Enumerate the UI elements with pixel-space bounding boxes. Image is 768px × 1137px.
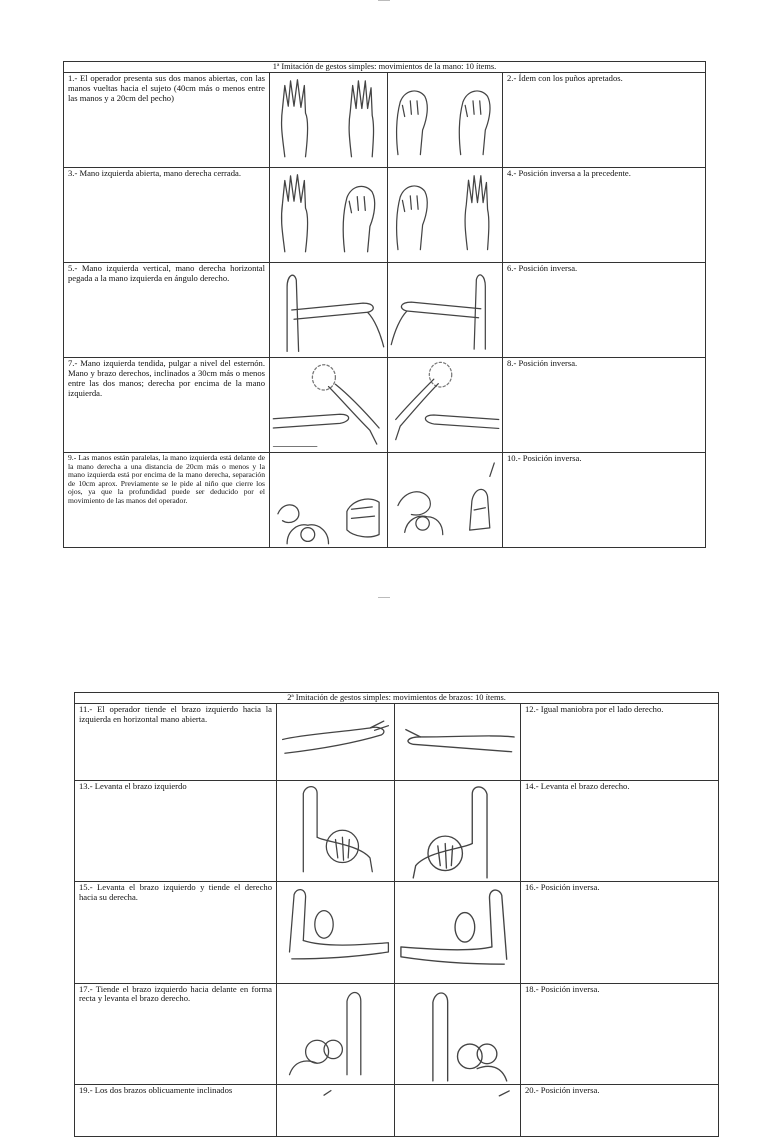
item-description: 18.- Posición inversa. [521,983,719,1084]
left-arm-raised-drawing [277,780,395,881]
item-description: 13.- Levanta el brazo izquierdo [75,780,277,881]
left-arm-horizontal-drawing [277,704,395,781]
item-description: 2.- Ídem con los puños apretados. [503,73,706,168]
fist-and-open-hand-drawing [388,168,503,263]
right-arm-raised-drawing [395,780,521,881]
item-description: 10.- Posición inversa. [503,453,706,548]
page-break-mark [378,597,390,598]
item-description: 8.- Posición inversa. [503,358,706,453]
right-arm-horizontal-drawing [395,704,521,781]
item-description: 1.- El operador presenta sus dos manos abiertas, con las manos vueltas hacia el sujeto (40cm más o menos entre las manos y a 20cm del pecho) [64,73,270,168]
hand-gestures-table [63,61,706,548]
item-description: 17.- Tiende el brazo izquierdo hacia delante en forma recta y levanta el brazo derecho. [75,983,277,1084]
item-description: 15.- Levanta el brazo izquierdo y tiende el derecho hacia su derecha. [75,882,277,983]
inverse-inclined-arm-drawing [388,358,503,453]
page-break-mark [378,0,390,1]
item-description: 5.- Mano izquierda vertical, mano derecha horizontal pegada a la mano izquierda en ángulo derecho. [64,263,270,358]
section-heading: 1ª Imitación de gestos simples: movimientos de la mano: 10 ítems. [64,62,706,73]
open-hand-and-fist-drawing [270,168,388,263]
item-description: 3.- Mano izquierda abierta, mano derecha cerrada. [64,168,270,263]
item-description: 12.- Igual maniobra por el lado derecho. [521,704,719,781]
item-description: 20.- Posición inversa. [521,1084,719,1136]
inverse-arm-forward-raised-drawing [395,983,521,1084]
two-open-hands-drawing [270,73,388,168]
oblique-arms-drawing [277,1084,395,1136]
item-description: 7.- Mano izquierda tendida, pulgar a nivel del esternón. Mano y brazo derechos, inclinados a 30cm más o menos entre las dos manos; derecha por encima de la mano izquierda. [64,358,270,453]
parallel-hands-depth-drawing [270,453,388,548]
item-description: 11.- El operador tiende el brazo izquierdo hacia la izquierda en horizontal mano abierta. [75,704,277,781]
inverse-parallel-hands-drawing [388,453,503,548]
arm-raised-arm-extended-drawing [277,882,395,983]
vertical-horizontal-hands-drawing [270,263,388,358]
arm-forward-arm-raised-drawing [277,983,395,1084]
item-description: 19.- Los dos brazos oblicuamente inclinados [75,1084,277,1136]
section-heading: 2ª Imitación de gestos simples: movimientos de brazos: 10 ítems. [75,693,719,704]
inverse-arm-raised-extended-drawing [395,882,521,983]
inverse-oblique-arms-drawing [395,1084,521,1136]
inverse-vertical-horizontal-hands-drawing [388,263,503,358]
inclined-arm-over-hand-drawing [270,358,388,453]
item-description: 16.- Posición inversa. [521,882,719,983]
arm-gestures-table [74,692,719,1137]
item-description: 6.- Posición inversa. [503,263,706,358]
item-description: 4.- Posición inversa a la precedente. [503,168,706,263]
item-description: 9.- Las manos están paralelas, la mano izquierda está delante de la mano derecha a una distancia de 20cm más o menos y la mano izquierda está por encima de la mano derecha, separación de 10cm aprox. Previamente se le pide al niño que cierre los ojos, ya que la profundidad puede ser deducido por el movimiento de las manos del operador. [64,453,270,548]
item-description: 14.- Levanta el brazo derecho. [521,780,719,881]
two-fists-drawing [388,73,503,168]
